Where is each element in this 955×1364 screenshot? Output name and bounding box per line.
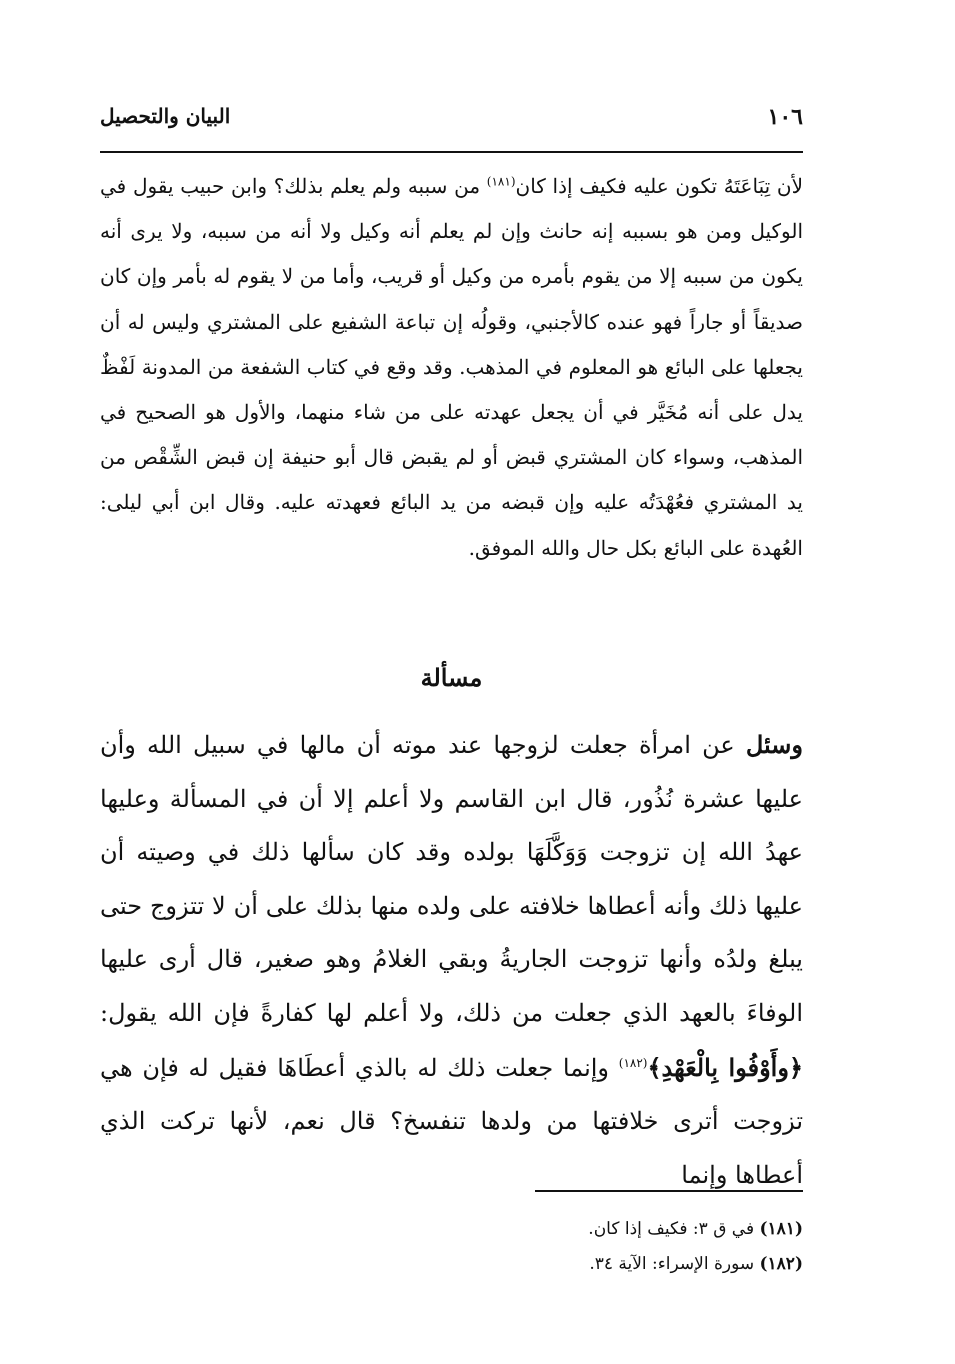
section-heading: مسألة xyxy=(420,663,483,692)
quran-verse: ﴿وأَوْفُوا بِالْعَهْدِ﴾ xyxy=(647,1052,804,1082)
footnote-number: (١٨١) xyxy=(759,1219,803,1239)
body-paragraph-text xyxy=(100,164,803,571)
body-text-part2: من سببه ولم يعلم بذلك؟ وابن حبيب يقول في الوكيل ومن هو بسببه إنه حانث وإن لم يعلم أنه وكيل ولا أنه من سببه، ولا يرى أنه يكون من سببه إلا من يقوم بأمره من وكيل أو قريب، وأما من لا يقوم له بأمر وإن كان صديقاً أو جاراً فهو عنده كالأجنبي، وقولُه إن تباعة الشفيع على المشتري وليس له أن يجعلها على البائع هو المعلوم في المذهب. وقد وقع في كتاب الشفعة من المدونة لَفْظٌ يدل على أنه مُخَيَّر في أن يجعل عهدته على من شاء منهما، والأول هو الصحيح في المذهب، وسواء كان المشتري قبض أو لم يقبض قال أبو حنيفة إن قبض الشِّقْص من يد المشتري فعُهْدَتُه عليه وإن قبضه من يد البائع فعهدته عليه. وقال ابن أبي ليلى: العُهدة على البائع بكل حال والله الموفق. xyxy=(100,174,804,560)
page-header xyxy=(100,96,803,140)
footnote-182 xyxy=(300,1247,803,1282)
page-number: ١٠٦ xyxy=(767,104,803,130)
footnotes xyxy=(300,1212,803,1282)
footnote-ref-181: (١٨١) xyxy=(486,174,516,189)
question-text-part2: وإنما جعلت ذلك له بالذي أعطَاهَا فقيل له فإن هي تزوجت أترى خلافتها من ولدها تنفسخ؟ قال نعم، لأنها تركت الذي أعطاها وإنما xyxy=(100,1053,803,1189)
footnote-text: في ق ٣: فكيف إذا كان. xyxy=(588,1219,760,1239)
footnote-ref-182: (١٨٢) xyxy=(618,1055,648,1070)
running-title: البيان والتحصيل xyxy=(100,104,231,128)
body-text-part1: لأن تِبَاعَتَهُ تكون عليه فكيف إذا كان xyxy=(515,174,804,198)
question-lead-word: وسئل xyxy=(745,730,803,759)
body-paragraph xyxy=(100,164,803,571)
header-rule xyxy=(100,151,803,153)
footnote-rule xyxy=(535,1190,803,1192)
footnote-181 xyxy=(300,1212,803,1247)
footnote-text: سورة الإسراء: الآية ٣٤. xyxy=(589,1254,760,1274)
question-paragraph-text xyxy=(100,718,803,1202)
question-text-part1: عن امرأة جعلت لزوجها عند موته أن مالها في سبيل الله وأن عليها عشرة نُذُور، قال ابن القاسم ولا أعلم إلا أن في المسألة وعليها عهدُ الله إن تزوجت وَوَكَّلَهَا بولده وقد كان سألها ذلك في وصيته أن عليها ذلك وأنه أعطاها خلافته على ولده منها بذلك على أن لا تتزوج حتى يبلغ ولدُه وأنها تزوجت الجاريةُ وبقي الغلامُ وهو صغير، قال أرى عليها الوفاءَ بالعهد الذي جعلت من ذلك، ولا أعلم لها كفارةً فإن الله يقول: xyxy=(100,731,803,1027)
footnote-number: (١٨٢) xyxy=(759,1254,803,1274)
question-paragraph xyxy=(100,718,803,1202)
